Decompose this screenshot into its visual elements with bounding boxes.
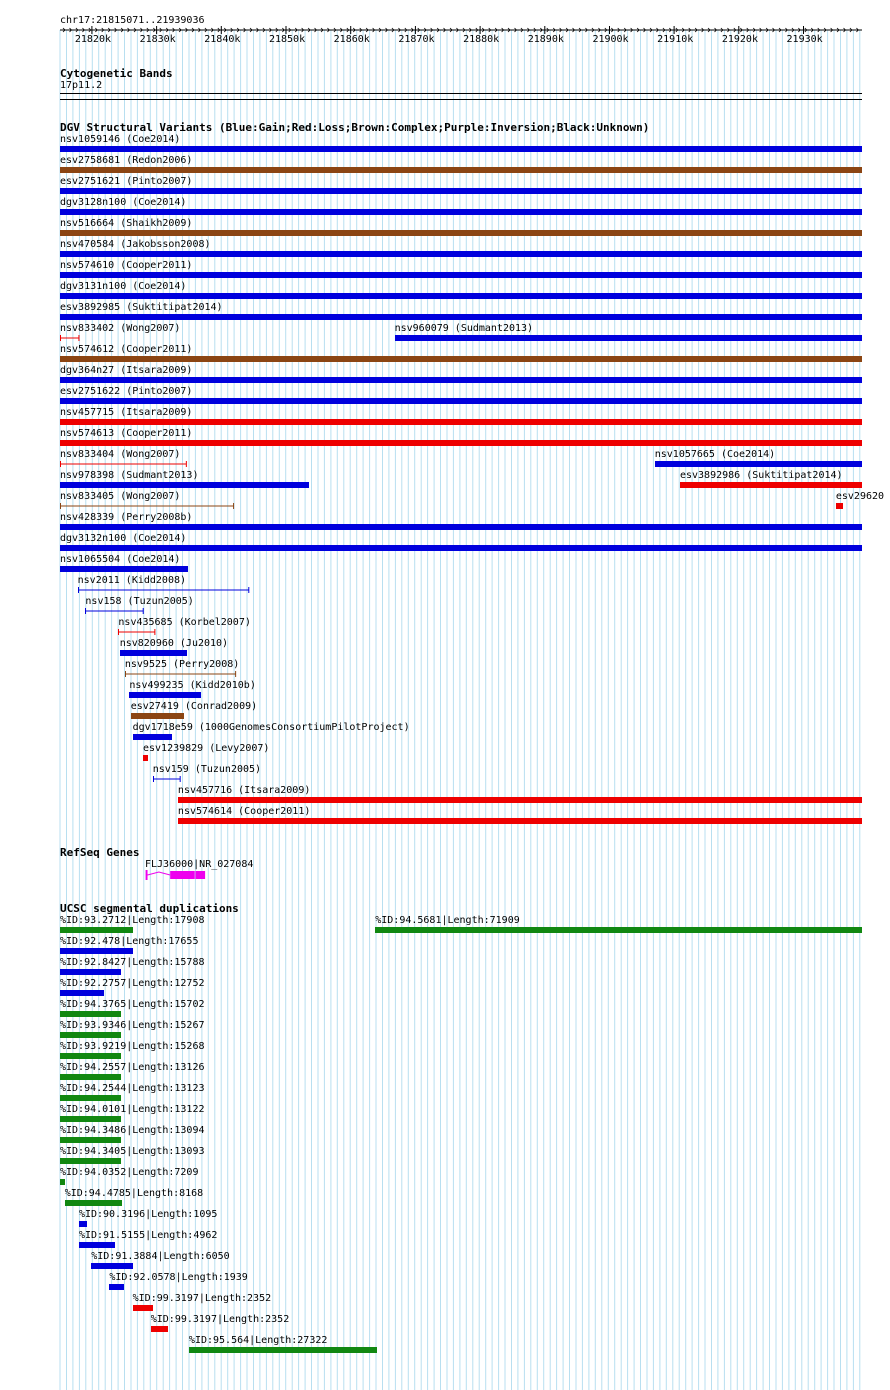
segdup-feature-label[interactable]: %ID:94.3405|Length:13093	[60, 1146, 205, 1157]
dgv-feature-label[interactable]: nsv499235 (Kidd2010b)	[129, 680, 256, 691]
dgv-feature-label[interactable]: nsv1059146 (Coe2014)	[60, 134, 181, 145]
dgv-feature-label[interactable]: nsv158 (Tuzun2005)	[85, 596, 194, 607]
ruler-tick-label: 21830k	[139, 34, 176, 45]
dgv-feature-label[interactable]: nsv978398 (Sudmant2013)	[60, 470, 199, 481]
segdup-feature-label[interactable]: %ID:94.5681|Length:71909	[375, 915, 520, 926]
dgv-feature-bar[interactable]	[60, 293, 862, 299]
segdup-feature-bar[interactable]	[79, 1221, 87, 1227]
dgv-feature-bar[interactable]	[131, 713, 184, 719]
dgv-feature-label[interactable]: nsv457715 (Itsara2009)	[60, 407, 193, 418]
dgv-feature-label[interactable]: nsv574614 (Cooper2011)	[177, 806, 311, 817]
dgv-feature-label[interactable]: esv2758681 (Redon2006)	[60, 155, 193, 166]
segdup-feature-bar[interactable]	[60, 1179, 65, 1185]
segdup-feature-label[interactable]: %ID:94.2557|Length:13126	[60, 1062, 205, 1073]
dgv-feature-bar[interactable]	[85, 607, 145, 615]
dgv-feature-bar[interactable]	[60, 209, 862, 215]
dgv-feature-bar[interactable]	[60, 334, 81, 342]
segdup-feature-label[interactable]: %ID:94.0101|Length:13122	[60, 1104, 205, 1115]
dgv-feature-bar[interactable]	[60, 482, 309, 488]
segdup-feature-bar[interactable]	[91, 1263, 132, 1269]
dgv-feature-label[interactable]: esv2751621 (Pinto2007)	[60, 176, 193, 187]
segdup-feature-bar[interactable]	[60, 1011, 121, 1017]
segdup-feature-bar[interactable]	[60, 1074, 121, 1080]
dgv-feature-bar[interactable]	[395, 335, 862, 341]
dgv-feature-bar[interactable]	[133, 734, 172, 740]
segdup-feature-label[interactable]: %ID:94.3765|Length:15702	[60, 999, 205, 1010]
gene-intron	[148, 872, 171, 875]
segdup-feature-label[interactable]: %ID:94.4785|Length:8168	[64, 1188, 204, 1199]
dgv-feature-bar[interactable]	[178, 797, 862, 803]
dgv-feature-bar[interactable]	[129, 692, 201, 698]
dgv-feature-bar[interactable]	[60, 545, 862, 551]
dgv-feature-label[interactable]: dgv3132n100 (Coe2014)	[60, 533, 187, 544]
dgv-feature-label[interactable]: nsv1057665 (Coe2014)	[654, 449, 776, 460]
dgv-feature-bar[interactable]	[120, 650, 187, 656]
ruler-tick-label: 21850k	[268, 34, 306, 45]
segdup-feature-label[interactable]: %ID:95.564|Length:27322	[188, 1335, 328, 1346]
dgv-feature-label[interactable]: dgv3128n100 (Coe2014)	[60, 197, 187, 208]
dgv-feature-label[interactable]: esv3892985 (Suktitipat2014)	[60, 302, 223, 313]
segdup-feature-label[interactable]: %ID:93.9219|Length:15268	[60, 1041, 205, 1052]
ruler-tick-label: 21840k	[204, 34, 241, 45]
segdup-feature-label[interactable]: %ID:93.9346|Length:15267	[60, 1020, 205, 1031]
segdup-feature-bar[interactable]	[60, 927, 133, 933]
dgv-feature-bar[interactable]	[60, 251, 862, 257]
segdup-feature-label[interactable]: %ID:99.3197|Length:2352	[150, 1314, 290, 1325]
segdup-feature-bar[interactable]	[133, 1305, 153, 1311]
segdup-feature-bar[interactable]	[109, 1284, 123, 1290]
dgv-feature-label[interactable]: nsv435685 (Korbel2007)	[118, 617, 251, 628]
dgv-feature-bar[interactable]	[118, 628, 157, 636]
cytoband-label: 17p11.2	[60, 80, 103, 91]
refseq-title: RefSeq Genes	[60, 846, 140, 859]
dgv-feature-label[interactable]: nsv833402 (Wong2007)	[60, 323, 181, 334]
dgv-feature-label[interactable]: nsv1065504 (Coe2014)	[60, 554, 181, 565]
segdup-feature-label[interactable]: %ID:99.3197|Length:2352	[132, 1293, 272, 1304]
segdup-feature-label[interactable]: %ID:92.2757|Length:12752	[60, 978, 205, 989]
segdup-feature-bar[interactable]	[60, 1116, 121, 1122]
dgv-feature-label[interactable]: nsv833404 (Wong2007)	[60, 449, 181, 460]
dgv-feature-label[interactable]: nsv574612 (Cooper2011)	[60, 344, 193, 355]
dgv-feature-bar[interactable]	[60, 356, 862, 362]
dgv-feature-label[interactable]: nsv470584 (Jakobsson2008)	[60, 239, 211, 250]
dgv-feature-label[interactable]: esv29620	[835, 491, 885, 502]
dgv-feature-bar[interactable]	[125, 670, 238, 678]
dgv-feature-bar[interactable]	[60, 146, 862, 152]
dgv-feature-label[interactable]: nsv2011 (Kidd2008)	[77, 575, 187, 586]
cytoband-rule-bottom	[60, 99, 862, 100]
segdup-feature-label[interactable]: %ID:91.3884|Length:6050	[91, 1251, 230, 1262]
ruler-tick-label: 21880k	[463, 34, 500, 45]
dgv-feature-label[interactable]: nsv574613 (Cooper2011)	[60, 428, 193, 439]
dgv-feature-bar[interactable]	[60, 398, 862, 404]
dgv-feature-bar[interactable]	[60, 460, 188, 468]
dgv-feature-label[interactable]: dgv1718e59 (1000GenomesConsortiumPilotProject)	[132, 722, 410, 733]
dgv-feature-bar[interactable]	[655, 461, 862, 467]
dgv-feature-label[interactable]: dgv364n27 (Itsara2009)	[60, 365, 193, 376]
dgv-feature-bar[interactable]	[78, 586, 251, 594]
gene-model[interactable]	[0, 868, 890, 884]
segdup-feature-label[interactable]: %ID:92.8427|Length:15788	[60, 957, 205, 968]
dgv-feature-bar[interactable]	[178, 818, 862, 824]
segdup-feature-bar[interactable]	[65, 1200, 122, 1206]
ruler-tick-label: 21910k	[657, 34, 694, 45]
dgv-feature-label[interactable]: nsv820960 (Ju2010)	[119, 638, 229, 649]
dgv-feature-label[interactable]: nsv428339 (Perry2008b)	[60, 512, 193, 523]
segdup-feature-bar[interactable]	[375, 927, 862, 933]
gene-label[interactable]: FLJ36000|NR_027084	[145, 859, 254, 870]
dgv-feature-label[interactable]: nsv457716 (Itsara2009)	[177, 785, 311, 796]
dgv-feature-label[interactable]: esv3892986 (Suktitipat2014)	[679, 470, 843, 481]
segdup-feature-bar[interactable]	[60, 969, 121, 975]
segdup-feature-bar[interactable]	[60, 1053, 121, 1059]
dgv-feature-label[interactable]: nsv159 (Tuzun2005)	[152, 764, 262, 775]
segdup-feature-label[interactable]: %ID:92.478|Length:17655	[60, 936, 199, 947]
dgv-feature-label[interactable]: nsv516664 (Shaikh2009)	[60, 218, 193, 229]
segdup-feature-bar[interactable]	[79, 1242, 115, 1248]
segdup-feature-bar[interactable]	[60, 1137, 121, 1143]
dgv-feature-bar[interactable]	[60, 524, 862, 530]
ruler-tick-label: 21870k	[398, 34, 435, 45]
segdup-feature-bar[interactable]	[151, 1326, 168, 1332]
dgv-title: DGV Structural Variants (Blue:Gain;Red:Loss;Brown:Complex;Purple:Inversion;Black:Unknown)	[60, 121, 650, 134]
segdup-feature-label[interactable]: %ID:91.5155|Length:4962	[78, 1230, 218, 1241]
segdup-feature-bar[interactable]	[189, 1347, 377, 1353]
dgv-feature-bar[interactable]	[836, 503, 843, 509]
dgv-feature-label[interactable]: nsv960079 (Sudmant2013)	[394, 323, 534, 334]
ruler-tick-label: 21900k	[592, 34, 629, 45]
dgv-feature-bar[interactable]	[60, 272, 862, 278]
gene-exon[interactable]	[195, 871, 205, 879]
dgv-feature-bar[interactable]	[60, 502, 236, 510]
segdup-title: UCSC segmental duplications	[60, 902, 239, 915]
dgv-feature-label[interactable]: esv1239829 (Levy2007)	[142, 743, 270, 754]
dgv-feature-label[interactable]: nsv574610 (Cooper2011)	[60, 260, 193, 271]
dgv-feature-bar[interactable]	[60, 167, 862, 173]
segdup-feature-label[interactable]: %ID:90.3196|Length:1095	[78, 1209, 218, 1220]
dgv-feature-label[interactable]: dgv3131n100 (Coe2014)	[60, 281, 187, 292]
gene-exon[interactable]	[146, 870, 148, 880]
dgv-feature-bar[interactable]	[680, 482, 862, 488]
dgv-feature-bar[interactable]	[60, 230, 862, 236]
segdup-feature-label[interactable]: %ID:92.0578|Length:1939	[109, 1272, 248, 1283]
segdup-feature-bar[interactable]	[60, 1032, 121, 1038]
ruler-tick-label: 21860k	[333, 34, 370, 45]
segdup-feature-label[interactable]: %ID:94.3486|Length:13094	[60, 1125, 205, 1136]
dgv-feature-label[interactable]: esv27419 (Conrad2009)	[130, 701, 258, 712]
cytoband-title: Cytogenetic Bands	[60, 67, 173, 80]
segdup-feature-label[interactable]: %ID:94.0352|Length:7209	[60, 1167, 199, 1178]
dgv-feature-bar[interactable]	[60, 188, 862, 194]
ruler-tick-label: 21890k	[527, 34, 564, 45]
ruler-tick-label: 21930k	[786, 34, 823, 45]
segdup-feature-bar[interactable]	[60, 1095, 121, 1101]
segdup-feature-label[interactable]: %ID:94.2544|Length:13123	[60, 1083, 205, 1094]
segdup-feature-bar[interactable]	[60, 990, 104, 996]
dgv-feature-label[interactable]: nsv9525 (Perry2008)	[124, 659, 240, 670]
ruler-tick-label: 21820k	[74, 34, 111, 45]
dgv-feature-bar[interactable]	[60, 314, 862, 320]
dgv-feature-bar[interactable]	[60, 377, 862, 383]
segdup-feature-bar[interactable]	[60, 1158, 121, 1164]
segdup-feature-bar[interactable]	[60, 948, 133, 954]
dgv-feature-bar[interactable]	[60, 566, 188, 572]
dgv-feature-bar[interactable]	[153, 775, 182, 783]
dgv-feature-bar[interactable]	[143, 755, 148, 761]
ruler-tick-label: 21920k	[721, 34, 758, 45]
dgv-feature-label[interactable]: esv2751622 (Pinto2007)	[60, 386, 193, 397]
dgv-feature-bar[interactable]	[60, 419, 862, 425]
cytoband-rule-top	[60, 93, 862, 94]
dgv-feature-bar[interactable]	[60, 440, 862, 446]
location-label: chr17:21815071..21939036	[60, 15, 205, 26]
segdup-feature-label[interactable]: %ID:93.2712|Length:17908	[60, 915, 205, 926]
gene-exon[interactable]	[170, 871, 195, 879]
dgv-feature-label[interactable]: nsv833405 (Wong2007)	[60, 491, 181, 502]
